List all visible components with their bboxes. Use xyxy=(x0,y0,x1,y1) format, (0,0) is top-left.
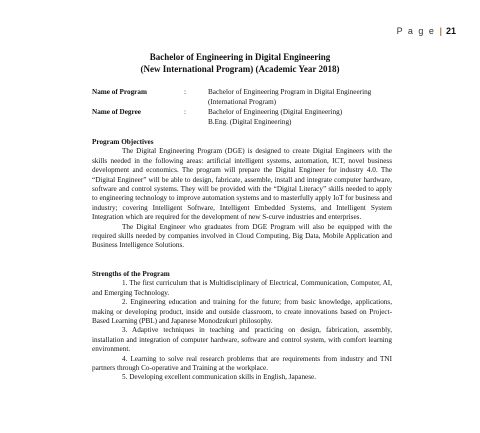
degree-name-label: Name of Degree xyxy=(92,108,141,116)
degree-name-value xyxy=(208,107,408,127)
strength-item: 5. Developing excellent communication skills in English, Japanese. xyxy=(122,373,317,382)
colon: : xyxy=(184,108,186,116)
page-number xyxy=(397,26,456,36)
strength-item: 2. Engineering education and training for the future; from basic knowledge, applications, making or developing product, inside and outside classroom, to create innovations based on Project-Based Learning (PBL) and Japanese Monodzukuri philosophy. xyxy=(92,298,392,326)
colon: : xyxy=(184,88,186,96)
strength-item: 1. The first curriculum that is Multidisciplinary of Electrical, Communication, Computer, AI, and Emerging Technology. xyxy=(92,279,392,297)
strengths-heading: Strengths of the Program xyxy=(92,270,170,278)
page-label: P a g e xyxy=(396,26,436,36)
degree-name-row xyxy=(92,107,408,127)
value-line: Bachelor of Engineering (Digital Engineering) xyxy=(208,108,343,116)
objectives-heading: Program Objectives xyxy=(92,138,154,146)
page-separator: | xyxy=(439,26,442,36)
value-line: (International Program) xyxy=(208,98,277,106)
document-title xyxy=(0,51,480,75)
strength-item: 4. Learning to solve real research problems that are requirements from industry and TNI partners through Co-operative and Training at the workplace. xyxy=(92,354,392,373)
strengths-section xyxy=(92,270,392,383)
title-line-1: Bachelor of Engineering in Digital Engineering xyxy=(149,52,331,62)
objectives-paragraph: The Digital Engineering Program (DGE) is designed to create Digital Engineers with the skills needed in the following areas: artificial intelligent systems, automation, ICT, novel business development and economics. The program will prepare the Digital Engineer for industry 4.0. The “Digital Engineer” will be able to design, fabricate, assemble, install and integrate computer hardware, software and control systems. They will be provided with the “Digital Literacy” skills needed to apply to engineering technology to improve automation systems and to masterfully apply IoT for business and industry; covering Intelligent Software, Intelligent Embedded Systems, and Intelligent System Integration which are required for the development of new S-curve industries and enterprises. xyxy=(92,147,392,222)
objectives-paragraph: The Digital Engineer who graduates from DGE Program will also be equipped with the required skills needed by companies involved in Cloud Computing, Big Data, Mobile Application and Business Intelligence Solutions. xyxy=(92,222,392,250)
title-line-2: (New International Program) (Academic Year 2018) xyxy=(140,64,340,74)
program-name-label: Name of Program xyxy=(92,88,147,96)
page-number-value: 21 xyxy=(445,26,456,36)
program-name-row xyxy=(92,87,408,107)
program-info xyxy=(92,87,408,127)
program-name-value xyxy=(208,87,408,107)
objectives-section xyxy=(92,138,392,251)
strength-item: 3. Adaptive techniques in teaching and practicing on design, fabrication, assembly, installation and integration of computer hardware, software and control system, with comfort learning environment. xyxy=(92,326,392,354)
value-line: Bachelor of Engineering Program in Digital Engineering xyxy=(208,88,372,96)
value-line: B.Eng. (Digital Engineering) xyxy=(208,118,292,126)
